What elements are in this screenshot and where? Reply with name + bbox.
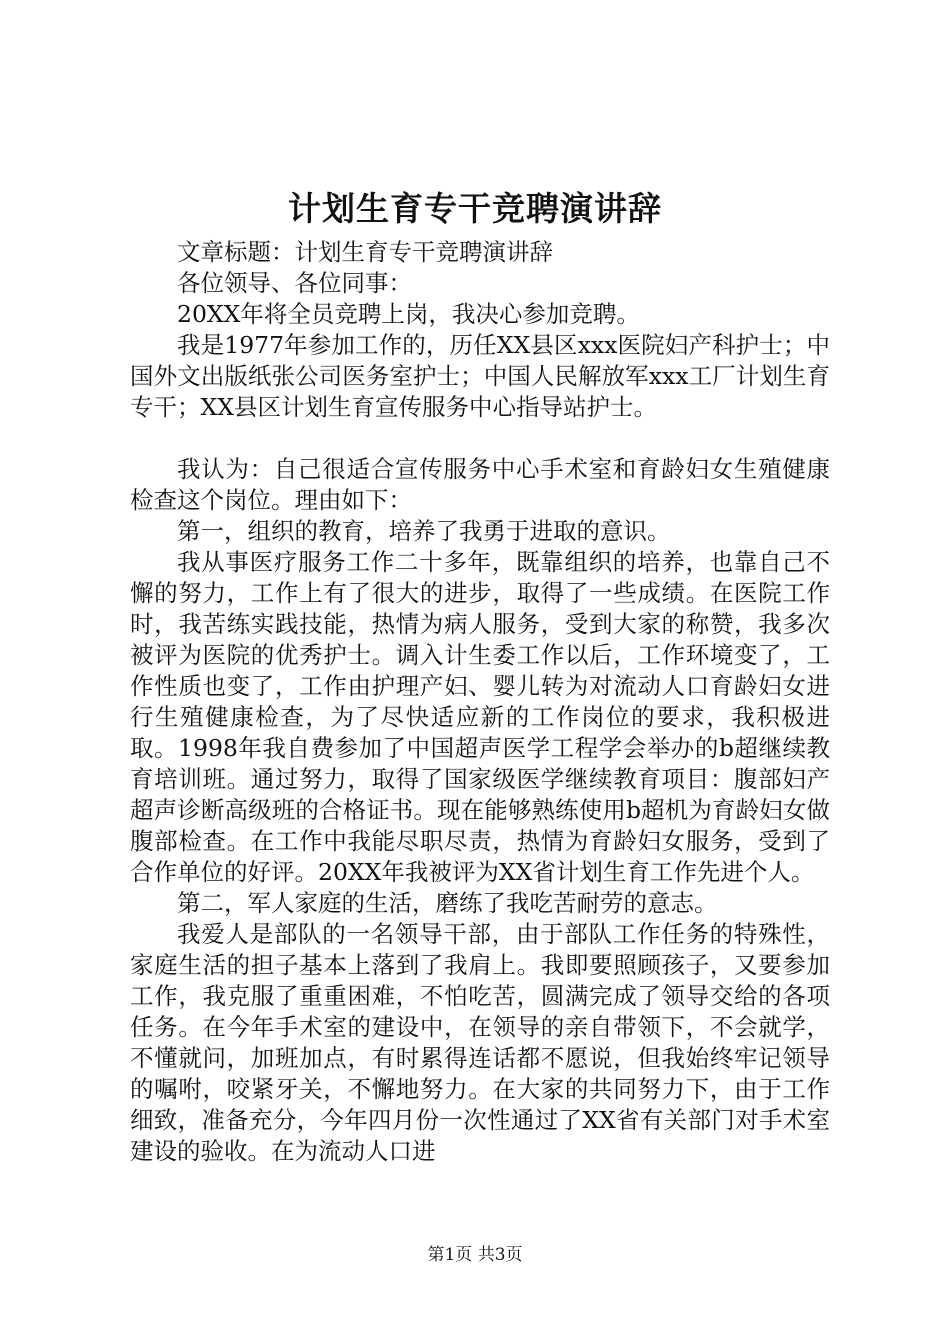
paragraph-work-history: 我是1977年参加工作的，历任XX县区xxx医院妇产科护士；中国外文出版纸张公司医务室护士；中国人民解放军xxx工厂计划生育专干；XX县区计划生育宣传服务中心指导站护士。	[130, 331, 830, 421]
paragraph-reason-one-detail: 我从事医疗服务工作二十多年，既靠组织的培养，也靠自己不懈的努力，工作上有了很大的进步，取得了一些成绩。在医院工作时，我苦练实践技能，热情为病人服务，受到大家的称赞，我多次被评为医院的优秀护士。调入计生委工作以后，工作环境变了，工作性质也变了，工作由护理产妇、婴儿转为对流动人口育龄妇女进行生殖健康检查，为了尽快适应新的工作岗位的要求，我积极进取。1998年我自费参加了中国超声医学工程学会举办的b超继续教育培训班。通过努力，取得了国家级医学继续教育项目：腹部妇产超声诊断高级班的合格证书。现在能够熟练使用b超机为育龄妇女做腹部检查。在工作中我能尽职尽责，热情为育龄妇女服务，受到了合作单位的好评。20XX年我被评为XX省计划生育工作先进个人。	[130, 548, 830, 886]
page-footer: 第1页 共3页	[427, 1245, 523, 1265]
document-body	[130, 237, 830, 1167]
paragraph-article-title: 文章标题：计划生育专干竞聘演讲辞	[177, 238, 553, 266]
paragraph-opinion: 我认为：自己很适合宣传服务中心手术室和育龄妇女生殖健康检查这个岗位。理由如下：	[130, 455, 830, 514]
paragraph-reason-two: 第二，军人家庭的生活，磨练了我吃苦耐劳的意志。	[177, 889, 718, 917]
paragraph-salutation: 各位领导、各位同事：	[177, 269, 412, 297]
document-title: 计划生育专干竞聘演讲辞	[288, 189, 662, 228]
paragraph-intro: 20XX年将全员竞聘上岗，我决心参加竞聘。	[177, 300, 640, 328]
paragraph-reason-one: 第一，组织的教育，培养了我勇于进取的意识。	[177, 517, 671, 545]
paragraph-reason-two-detail: 我爱人是部队的一名领导干部，由于部队工作任务的特殊性，家庭生活的担子基本上落到了我肩上。我即要照顾孩子，又要参加工作，我克服了重重困难，不怕吃苦，圆满完成了领导交给的各项任务。在今年手术室的建设中，在领导的亲自带领下，不会就学，不懂就问，加班加点，有时累得连话都不愿说，但我始终牢记领导的嘱咐，咬紧牙关，不懈地努力。在大家的共同努力下，由于工作细致，准备充分，今年四月份一次性通过了XX省有关部门对手术室建设的验收。在为流动人口进	[130, 920, 830, 1165]
